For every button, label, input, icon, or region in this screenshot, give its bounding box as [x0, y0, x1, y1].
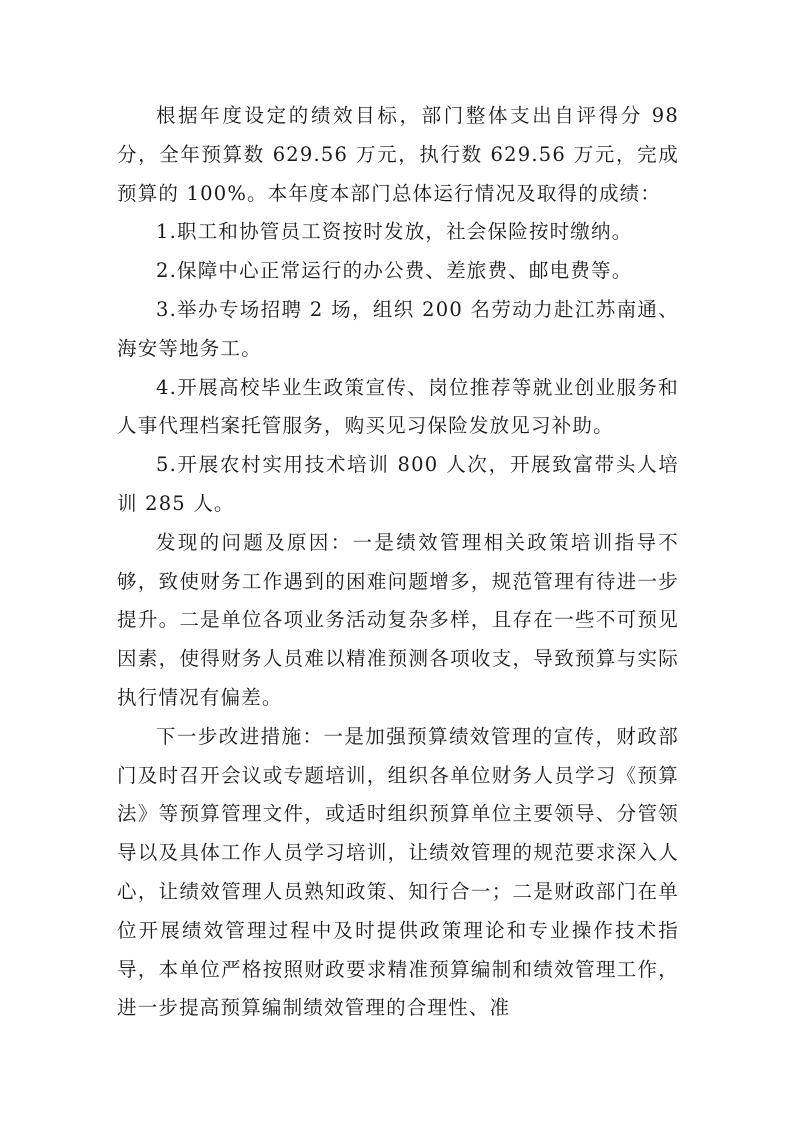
paragraph-item-5-training: 5.开展农村实用技术培训 800 人次，开展致富带头人培训 285 人。 — [117, 453, 679, 515]
document-body — [117, 97, 679, 1028]
paragraph-budget-summary: 根据年度设定的绩效目标，部门整体支出自评得分 98 分，全年预算数 629.56 万元，执行数 629.56 万元，完成预算的 100%。本年度本部门总体运行情况及取得的成绩： — [117, 104, 679, 205]
paragraph-problems-causes: 发现的问题及原因：一是绩效管理相关政策培训指导不够，致使财务工作遇到的困难问题增多，规范管理有待进一步提升。二是单位各项业务活动复杂多样，且存在一些不可预见因素，使得财务人员难以精准预测各项收支，导致预算与实际执行情况有偏差。 — [117, 530, 679, 709]
paragraph-improvement-measures: 下一步改进措施：一是加强预算绩效管理的宣传，财政部门及时召开会议或专题培训，组织各单位财务人员学习《预算法》等预算管理文件，或适时组织预算单位主要领导、分管领导以及具体工作人员学习培训，让绩效管理的规范要求深入人心，让绩效管理人员熟知政策、知行合一；二是财政部门在单位开展绩效管理过程中及时提供政策理论和专业操作技术指导，本单位严格按照财政要求精准预算编制和绩效管理工作，进一步提高预算编制绩效管理的合理性、准 — [117, 724, 679, 1020]
paragraph-item-4-graduate-services: 4.开展高校毕业生政策宣传、岗位推荐等就业创业服务和人事代理档案托管服务，购买见习保险发放见习补助。 — [117, 375, 679, 438]
paragraph-item-1-salary: 1.职工和协管员工资按时发放，社会保险按时缴纳。 — [156, 220, 633, 244]
paragraph-item-3-recruitment: 3.举办专场招聘 2 场，组织 200 名劳动力赴江苏南通、海安等地务工。 — [117, 297, 679, 360]
paragraph-item-2-operations: 2.保障中心正常运行的办公费、差旅费、邮电费等。 — [156, 259, 633, 283]
